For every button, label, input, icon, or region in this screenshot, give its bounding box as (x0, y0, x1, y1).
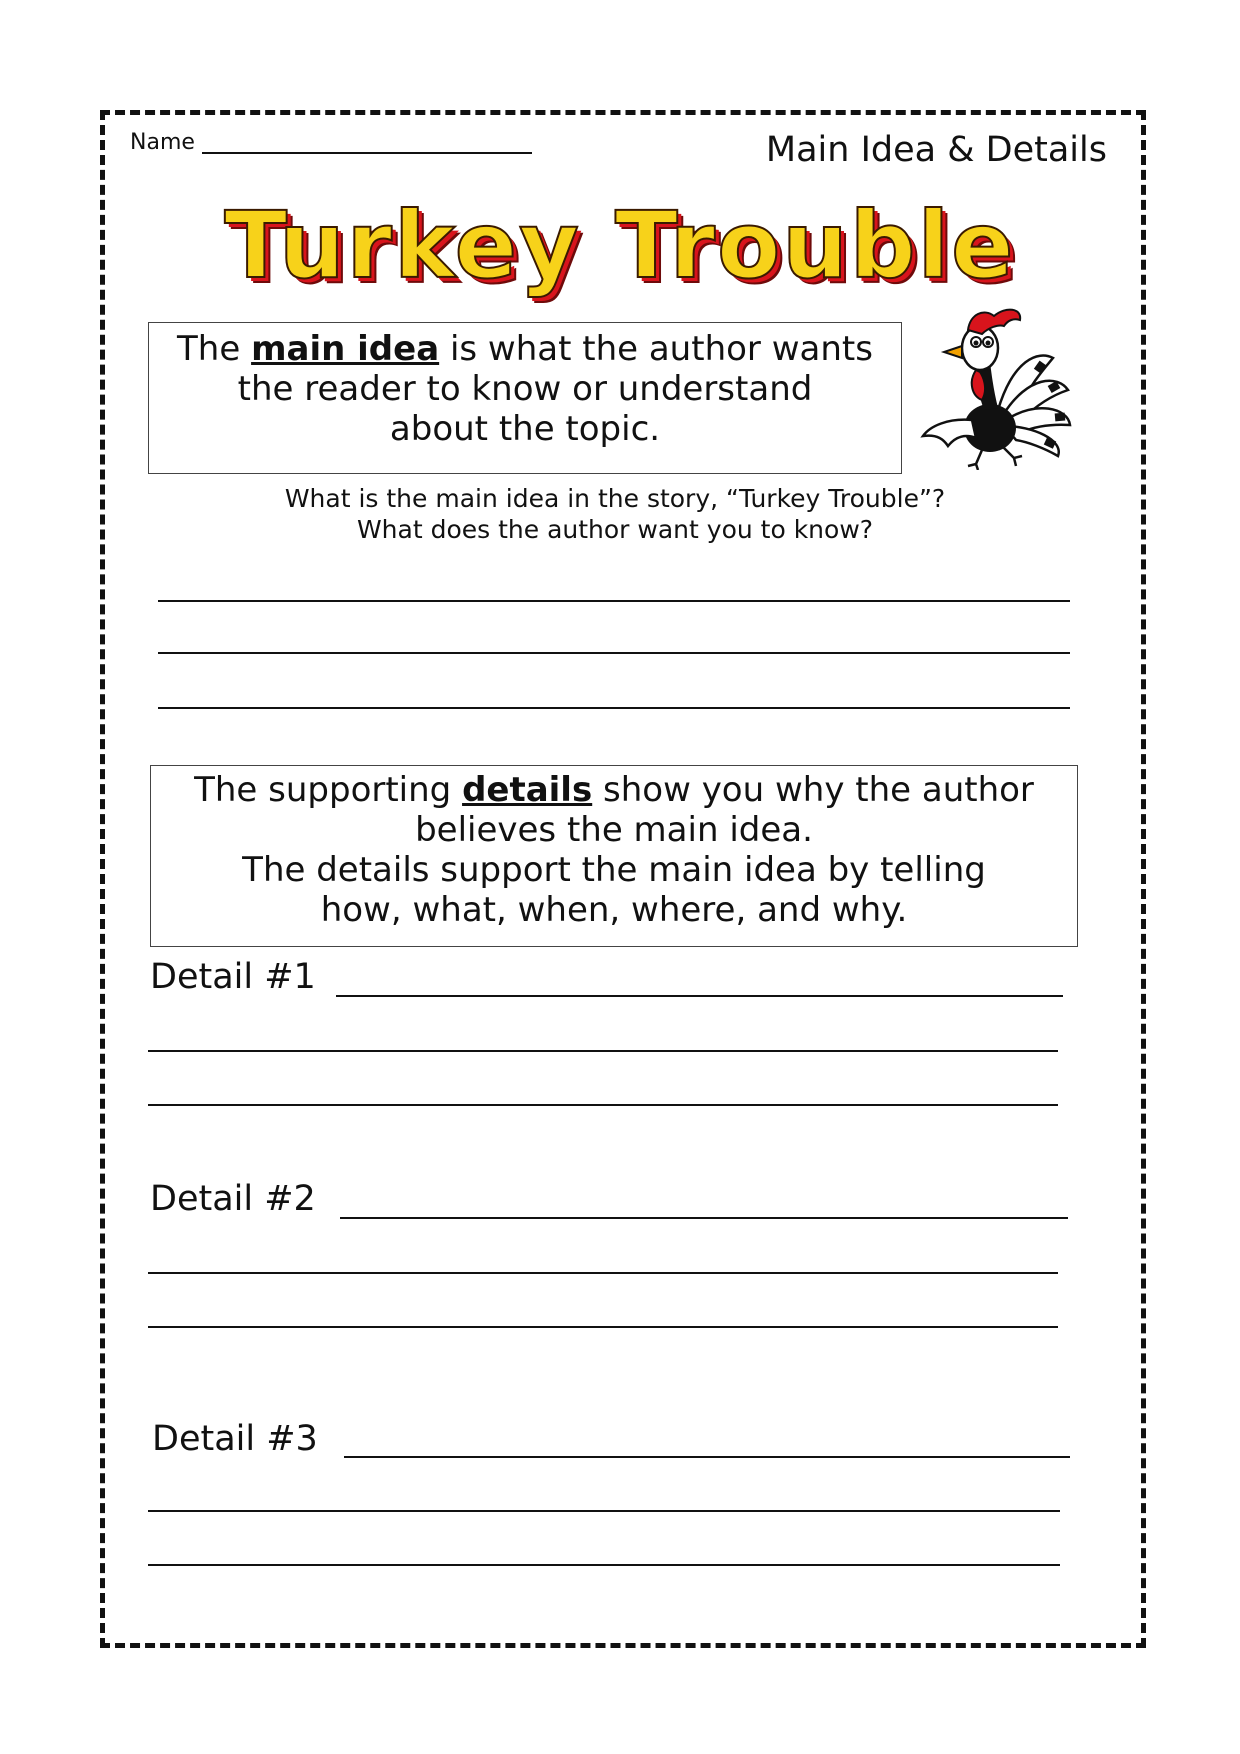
detail-1-line-2[interactable] (148, 1050, 1058, 1052)
main-idea-question (200, 483, 1030, 545)
main-idea-answer-line-3[interactable] (158, 707, 1070, 709)
detail-3-line-3[interactable] (148, 1564, 1060, 1566)
detail-1-label: Detail #1 (150, 957, 316, 997)
details-prefix: The supporting (194, 770, 463, 810)
main-idea-line-2: the reader to know or understand (237, 369, 813, 409)
question-line-2: What does the author want you to know? (356, 515, 874, 544)
detail-2-line-3[interactable] (148, 1326, 1058, 1328)
name-blank-line[interactable] (202, 152, 532, 154)
details-line-4: how, what, when, where, and why. (320, 890, 908, 930)
worksheet-title: Turkey Trouble (224, 192, 1016, 299)
turkey-icon (918, 300, 1078, 470)
detail-1-line-3[interactable] (148, 1104, 1058, 1106)
main-idea-answer-line-1[interactable] (158, 600, 1070, 602)
main-idea-keyword: main idea (251, 329, 440, 369)
main-idea-line-1 (149, 329, 901, 369)
detail-3-label: Detail #3 (152, 1419, 318, 1459)
detail-2-line-1[interactable] (340, 1217, 1068, 1219)
main-idea-prefix: The (177, 329, 252, 369)
worksheet-topic: Main Idea & Details (765, 130, 1107, 170)
details-line-1-rest: show you why the author (592, 770, 1034, 810)
question-line-1: What is the main idea in the story, “Turkey Trouble”? (284, 484, 946, 513)
details-keyword: details (462, 770, 593, 810)
detail-1-line-1[interactable] (336, 995, 1063, 997)
name-label: Name (130, 130, 195, 155)
details-line-3: The details support the main idea by telling (242, 850, 986, 890)
detail-2-line-2[interactable] (148, 1272, 1058, 1274)
main-idea-answer-line-2[interactable] (158, 652, 1070, 654)
detail-2-label: Detail #2 (150, 1179, 316, 1219)
main-idea-line-1-rest: is what the author wants (439, 329, 873, 369)
detail-3-line-1[interactable] (344, 1456, 1070, 1458)
details-definition-box (150, 765, 1078, 947)
detail-3-line-2[interactable] (148, 1510, 1060, 1512)
main-idea-line-3: about the topic. (389, 409, 661, 449)
details-line-1 (151, 770, 1077, 810)
details-line-2: believes the main idea. (415, 810, 813, 850)
title-container (0, 192, 1240, 299)
main-idea-definition-box (148, 322, 902, 474)
